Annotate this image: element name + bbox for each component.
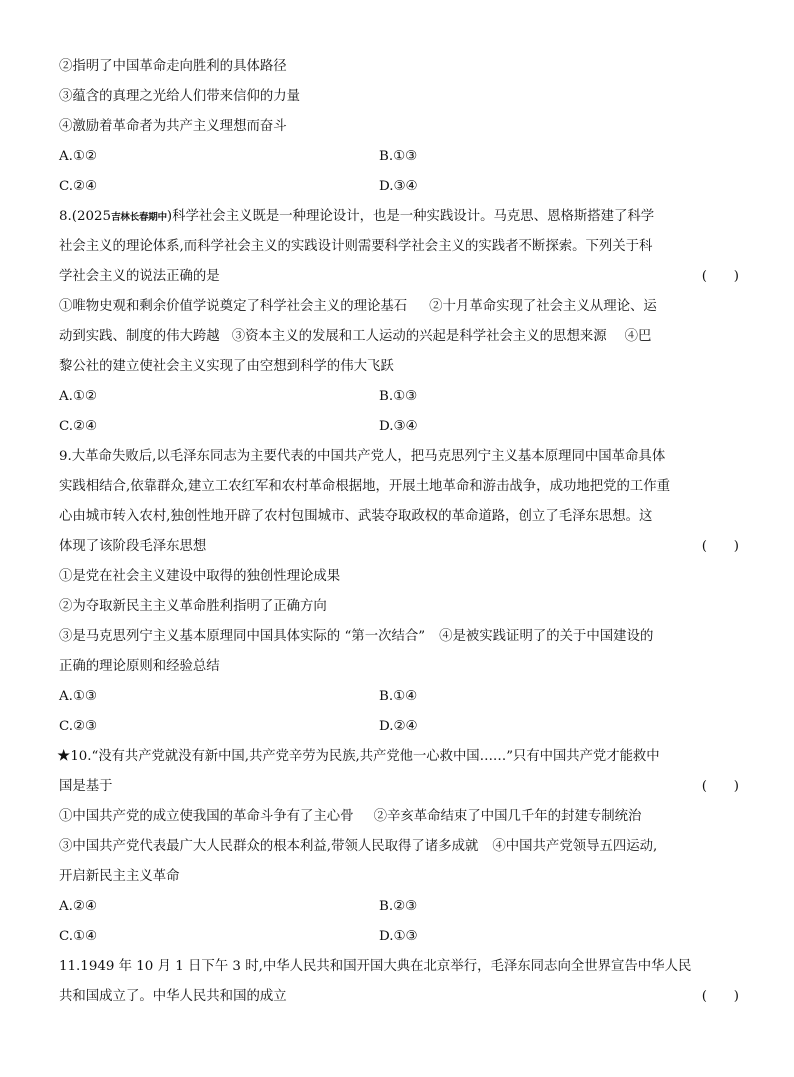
q9-options-row-1 [59, 682, 739, 712]
q7-options-row-2 [59, 172, 739, 202]
q9-item-4: 正确的理论原则和经验总结 [59, 659, 220, 674]
q9-item-1: ①是党在社会主义建设中取得的独创性理论成果 [59, 569, 341, 584]
q9-stem-line-1: 9.大革命失败后,以毛泽东同志为主要代表的中国共产党人，把马克思列宁主义基本原理同中国革命具体 [59, 449, 666, 464]
q7-option-a[interactable]: A.①② [59, 149, 97, 164]
q9-option-b[interactable]: B.①④ [379, 689, 418, 704]
q10-items-line-1: ①中国共产党的成立使我国的革命斗争有了主心骨 ②辛亥革命结束了中国几千年的封建专制统治 [59, 809, 642, 824]
q7-option-d[interactable]: D.③④ [379, 179, 418, 194]
q9-item-3: ③是马克思列宁主义基本原理同中国具体实际的 “第一次结合” ④是被实践证明了的关于中国建设的 [59, 629, 654, 644]
q8-number: 8.(2025 [59, 209, 112, 224]
q8-options-row-1 [59, 382, 739, 412]
q7-options-row-1 [59, 142, 739, 172]
q9-stem-line-4: 体现了该阶段毛泽东思想 ( ) [59, 532, 739, 562]
q8-option-d[interactable]: D.③④ [379, 419, 418, 434]
q8-stem-line-3: 学社会主义的说法正确的是 ( ) [59, 262, 739, 292]
q8-options-row-2 [59, 412, 739, 442]
q8-option-a[interactable]: A.①② [59, 389, 97, 404]
q11-stem-line-2: 共和国成立了。中华人民共和国的成立 ( ) [59, 982, 739, 1012]
q10-option-c[interactable]: C.①④ [59, 929, 98, 944]
q9-options-row-2 [59, 712, 739, 742]
q9-stem-line-2: 实践相结合,依靠群众,建立工农红军和农村革命根据地，开展土地革命和游击战争，成功地把党的工作重 [59, 479, 671, 494]
q7-option-b[interactable]: B.①③ [379, 149, 418, 164]
q10-stem-line-1: ★10.“没有共产党就没有新中国,共产党辛劳为民族,共产党他一心救中国……”只有中国共产党才能救中 [57, 749, 660, 764]
q10-option-d[interactable]: D.①③ [379, 929, 418, 944]
q8-option-b[interactable]: B.①③ [379, 389, 418, 404]
q9-item-2: ②为夺取新民主主义革命胜利指明了正确方向 [59, 599, 327, 614]
q7-item-3: ③蕴含的真理之光给人们带来信仰的力量 [59, 89, 301, 104]
q10-options-row-2 [59, 922, 739, 952]
q8-answer-blank[interactable]: ( ) [701, 269, 739, 284]
q8-stem-line-2: 社会主义的理论体系,而科学社会主义的实践设计则需要科学社会主义的实践者不断探索。下列关于科 [59, 239, 653, 254]
q11-answer-blank[interactable]: ( ) [701, 989, 739, 1004]
q8-items-line-1: ①唯物史观和剩余价值学说奠定了科学社会主义的理论基石 ②十月革命实现了社会主义从理论、运 [59, 299, 657, 314]
q10-option-b[interactable]: B.②③ [379, 899, 418, 914]
q8-source-tag: 吉林长春期中 [111, 212, 167, 223]
q10-items-line-3: 开启新民主主义革命 [59, 869, 180, 884]
q10-items-line-2: ③中国共产党代表最广大人民群众的根本利益,带领人民取得了诸多成就 ④中国共产党领导五四运动, [59, 839, 658, 854]
q9-option-a[interactable]: A.①③ [59, 689, 97, 704]
q8-option-c[interactable]: C.②④ [59, 419, 98, 434]
q8-items-line-3: 黎公社的建立使社会主义实现了由空想到科学的伟大飞跃 [59, 359, 394, 374]
q9-answer-blank[interactable]: ( ) [701, 539, 739, 554]
q10-options-row-1 [59, 892, 739, 922]
q10-answer-blank[interactable]: ( ) [701, 779, 739, 794]
worksheet-page [59, 52, 739, 1012]
q11-stem-line-1: 11.1949 年 10 月 1 日下午 3 时,中华人民共和国开国大典在北京举行，毛泽东同志向全世界宣告中华人民 [59, 959, 692, 974]
q9-option-c[interactable]: C.②③ [59, 719, 98, 734]
q7-item-2: ②指明了中国革命走向胜利的具体路径 [59, 59, 287, 74]
q8-items-line-2: 动到实践、制度的伟大跨越 ③资本主义的发展和工人运动的兴起是科学社会主义的思想来源 ④巴 [59, 329, 652, 344]
q9-stem-line-3: 心由城市转入农村,独创性地开辟了农村包围城市、武装夺取政权的革命道路，创立了毛泽东思想。这 [59, 509, 653, 524]
q10-option-a[interactable]: A.②④ [59, 899, 97, 914]
q7-item-4: ④激励着革命者为共产主义理想而奋斗 [59, 119, 287, 134]
q7-option-c[interactable]: C.②④ [59, 179, 98, 194]
q8-stem-line-1: 8.(2025吉林长春期中)科学社会主义既是一种理论设计，也是一种实践设计。马克思、恩格斯搭建了科学 [59, 209, 655, 224]
q9-option-d[interactable]: D.②④ [379, 719, 418, 734]
q10-stem-line-2: 国是基于 ( ) [59, 772, 739, 802]
